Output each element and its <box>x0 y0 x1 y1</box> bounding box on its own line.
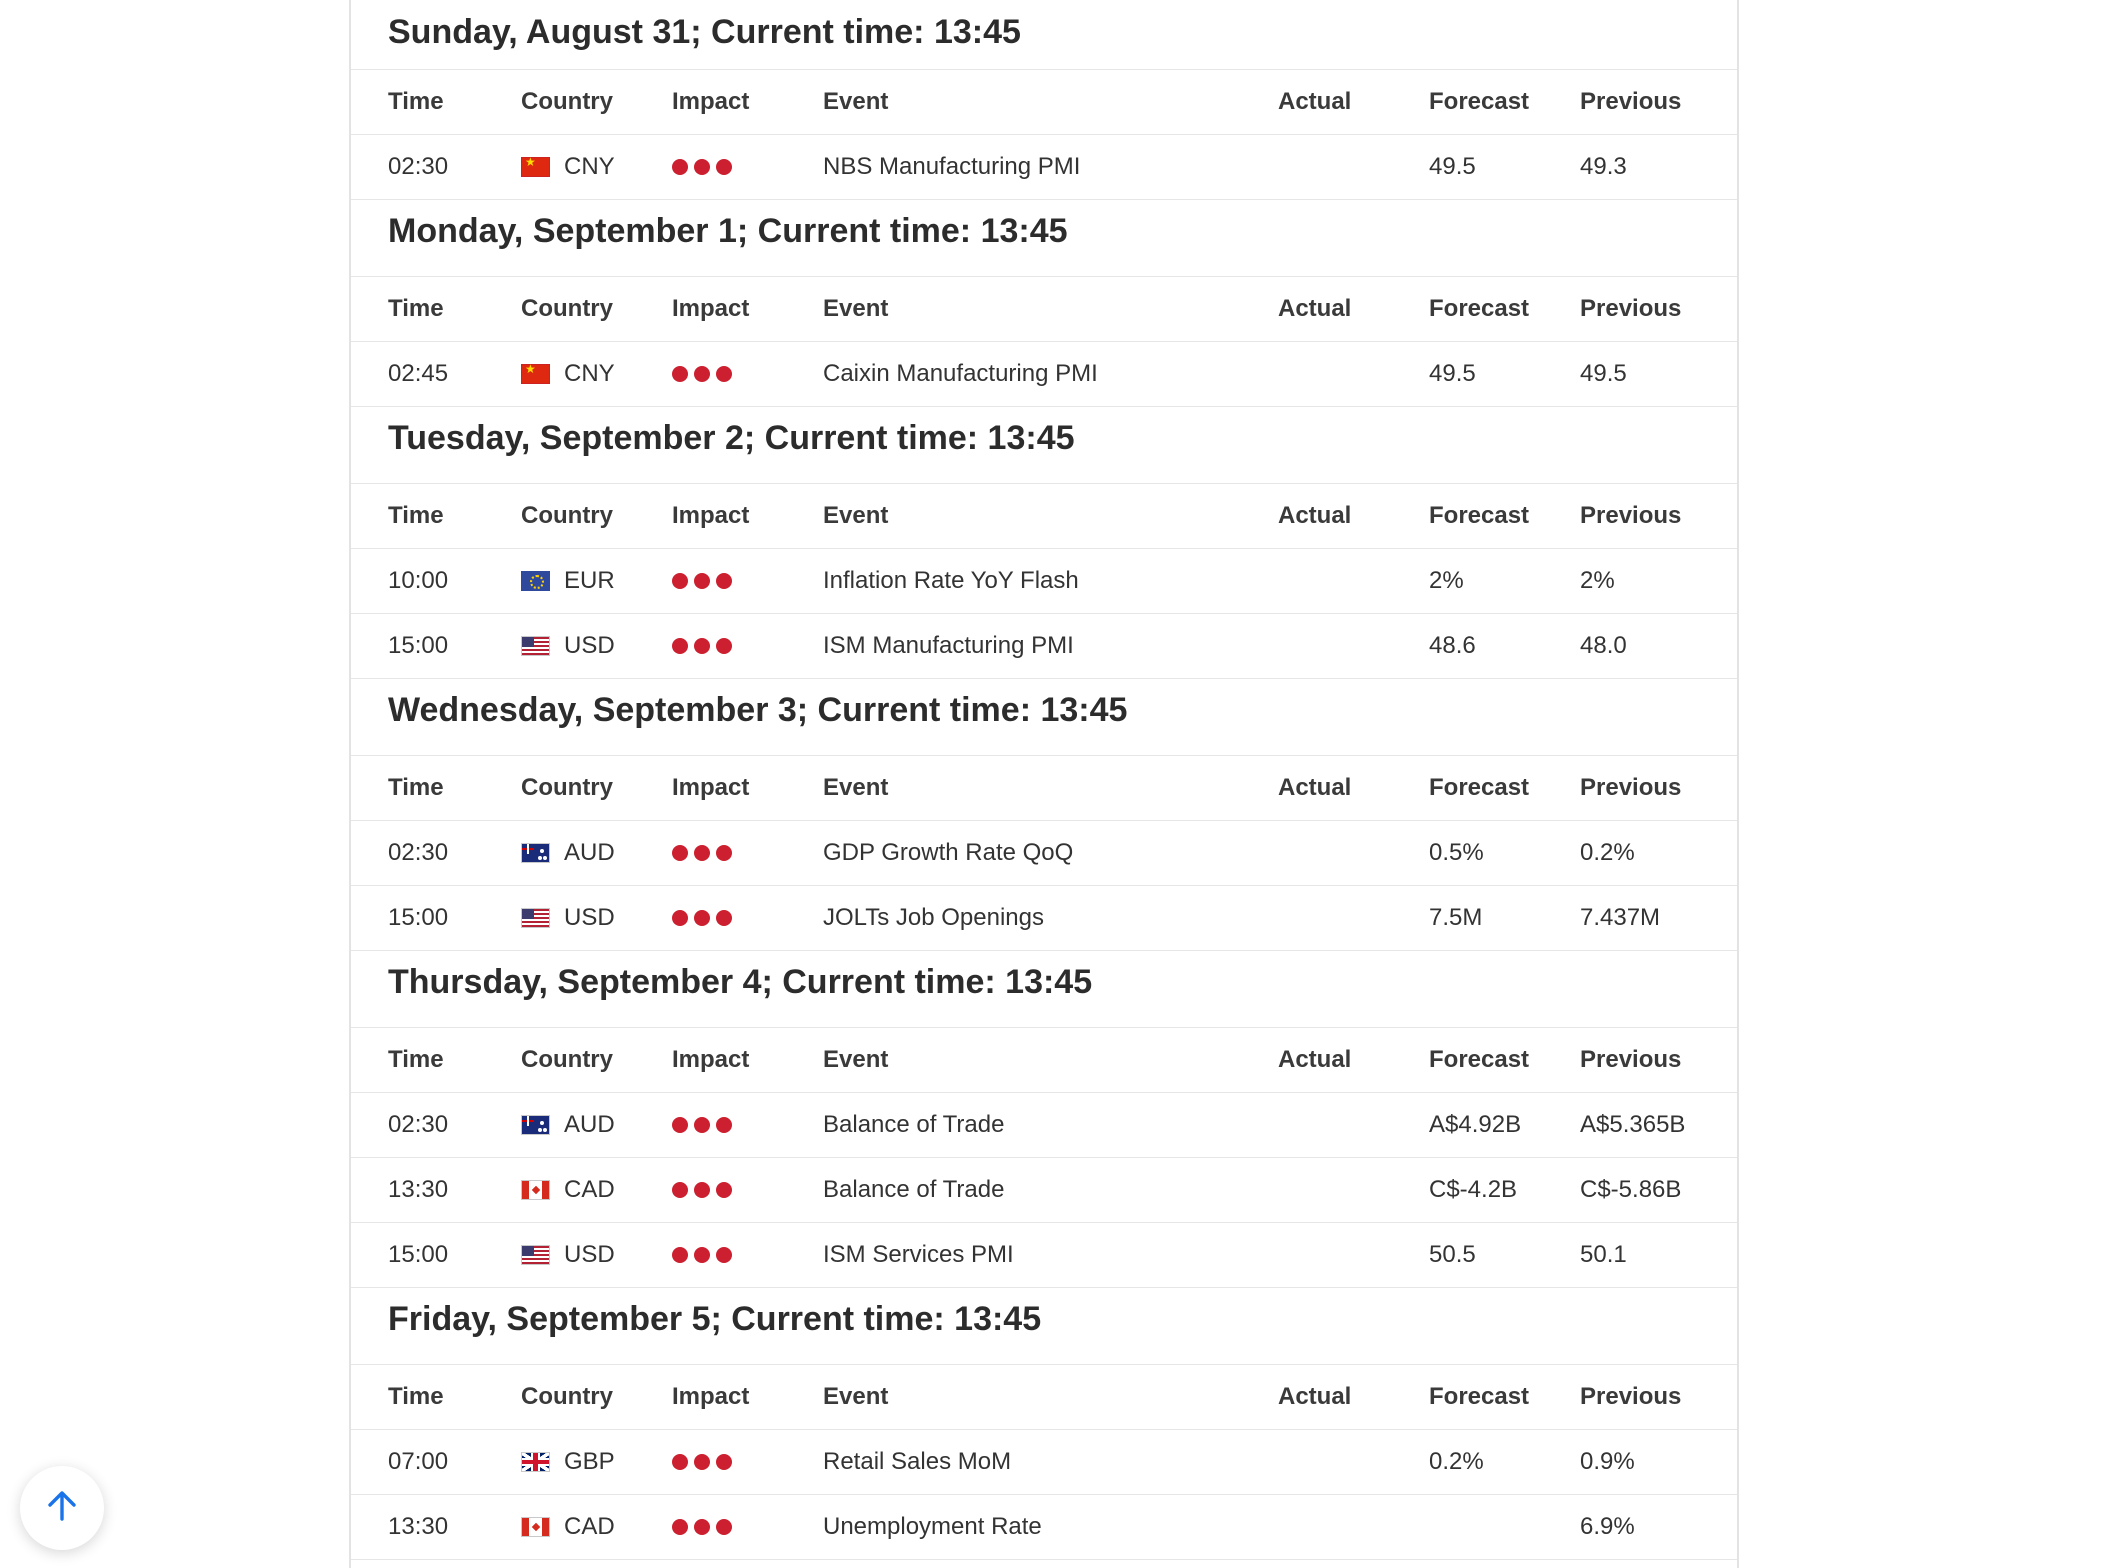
impact-dot-icon <box>694 573 710 589</box>
column-header-country: Country <box>521 1046 613 1073</box>
event-previous: 6.9% <box>1580 1513 1635 1540</box>
currency-code: USD <box>564 1241 615 1268</box>
column-header-forecast: Forecast <box>1429 1383 1530 1410</box>
event-time: 02:30 <box>388 153 449 180</box>
table-header-row <box>351 70 1737 135</box>
impact-dot-icon <box>694 1519 710 1535</box>
currency-code: CAD <box>564 1176 615 1203</box>
event-time: 02:30 <box>388 839 449 866</box>
impact-dot-icon <box>694 1117 710 1133</box>
event-name: ISM Services PMI <box>823 1241 1014 1268</box>
column-header-time: Time <box>388 774 444 801</box>
day-section <box>351 407 1737 679</box>
impact-dot-icon <box>672 638 688 654</box>
event-previous: A$5.365B <box>1580 1111 1686 1138</box>
event-name: Inflation Rate YoY Flash <box>823 567 1079 594</box>
event-country <box>521 1241 672 1269</box>
impact-dot-icon <box>672 159 688 175</box>
impact-indicator <box>672 638 823 654</box>
impact-dot-icon <box>672 910 688 926</box>
day-section <box>351 0 1737 200</box>
column-header-country: Country <box>521 774 613 801</box>
column-header-time: Time <box>388 88 444 115</box>
event-row[interactable] <box>351 1093 1737 1158</box>
currency-code: EUR <box>564 567 615 594</box>
impact-dot-icon <box>716 1454 732 1470</box>
day-heading: Tuesday, September 2; Current time: 13:45 <box>351 407 1737 484</box>
table-header-row <box>351 1028 1737 1093</box>
currency-code: USD <box>564 632 615 659</box>
impact-dot-icon <box>672 1247 688 1263</box>
table-header-row <box>351 277 1737 342</box>
day-heading: Sunday, August 31; Current time: 13:45 <box>351 0 1737 70</box>
event-name: GDP Growth Rate QoQ <box>823 839 1074 866</box>
column-header-impact: Impact <box>672 774 750 801</box>
event-forecast: C$-4.2B <box>1429 1176 1518 1203</box>
event-name: Retail Sales MoM <box>823 1448 1012 1475</box>
event-forecast: 2% <box>1429 567 1464 594</box>
impact-dot-icon <box>716 1117 732 1133</box>
column-header-actual: Actual <box>1278 295 1352 322</box>
event-row[interactable] <box>351 549 1737 614</box>
impact-dot-icon <box>716 910 732 926</box>
event-name: JOLTs Job Openings <box>823 904 1045 931</box>
event-country <box>521 904 672 932</box>
event-country <box>521 1176 672 1204</box>
column-header-time: Time <box>388 1383 444 1410</box>
event-row[interactable] <box>351 135 1737 200</box>
column-header-event: Event <box>823 1046 889 1073</box>
event-previous: 2% <box>1580 567 1615 594</box>
day-heading: Thursday, September 4; Current time: 13:45 <box>351 951 1737 1028</box>
event-row[interactable] <box>351 1158 1737 1223</box>
impact-dot-icon <box>716 638 732 654</box>
impact-indicator <box>672 1182 823 1198</box>
event-name: Caixin Manufacturing PMI <box>823 360 1098 387</box>
arrow-up-icon <box>45 1489 79 1528</box>
scroll-to-top-button[interactable] <box>20 1466 104 1550</box>
column-header-forecast: Forecast <box>1429 774 1530 801</box>
column-header-event: Event <box>823 88 889 115</box>
currency-code: AUD <box>564 839 615 866</box>
column-header-impact: Impact <box>672 502 750 529</box>
table-header-row <box>351 484 1737 549</box>
column-header-actual: Actual <box>1278 1383 1352 1410</box>
event-previous: 50.1 <box>1580 1241 1627 1268</box>
column-header-actual: Actual <box>1278 88 1352 115</box>
column-header-previous: Previous <box>1580 295 1682 322</box>
event-row[interactable] <box>351 342 1737 407</box>
column-header-time: Time <box>388 1046 444 1073</box>
event-time: 02:45 <box>388 360 449 387</box>
day-heading: Wednesday, September 3; Current time: 13:45 <box>351 679 1737 756</box>
event-forecast: 49.5 <box>1429 153 1476 180</box>
impact-indicator <box>672 1247 823 1263</box>
impact-dot-icon <box>694 366 710 382</box>
impact-dot-icon <box>672 1519 688 1535</box>
event-country <box>521 360 672 388</box>
currency-code: CNY <box>564 153 615 180</box>
impact-dot-icon <box>672 845 688 861</box>
impact-indicator <box>672 1117 823 1133</box>
flag-cn-icon <box>521 157 550 177</box>
day-heading: Monday, September 1; Current time: 13:45 <box>351 200 1737 277</box>
column-header-impact: Impact <box>672 88 750 115</box>
column-header-forecast: Forecast <box>1429 295 1530 322</box>
column-header-impact: Impact <box>672 1383 750 1410</box>
event-country <box>521 1111 672 1139</box>
impact-dot-icon <box>716 1182 732 1198</box>
day-section <box>351 679 1737 951</box>
day-section <box>351 1288 1737 1560</box>
column-header-forecast: Forecast <box>1429 1046 1530 1073</box>
event-row[interactable] <box>351 1223 1737 1288</box>
column-header-event: Event <box>823 295 889 322</box>
impact-indicator <box>672 910 823 926</box>
column-header-time: Time <box>388 295 444 322</box>
event-time: 10:00 <box>388 567 449 594</box>
currency-code: GBP <box>564 1448 615 1475</box>
impact-indicator <box>672 573 823 589</box>
event-previous: 49.5 <box>1580 360 1627 387</box>
event-country <box>521 567 672 595</box>
event-country <box>521 1448 672 1476</box>
flag-ca-icon <box>521 1180 550 1200</box>
table-header-row <box>351 756 1737 821</box>
impact-dot-icon <box>672 366 688 382</box>
day-section <box>351 951 1737 1288</box>
event-country <box>521 153 672 181</box>
impact-indicator <box>672 159 823 175</box>
impact-indicator <box>672 366 823 382</box>
flag-cn-icon <box>521 364 550 384</box>
impact-indicator <box>672 1519 823 1535</box>
column-header-impact: Impact <box>672 295 750 322</box>
event-row[interactable] <box>351 886 1737 951</box>
impact-dot-icon <box>716 1519 732 1535</box>
column-header-actual: Actual <box>1278 502 1352 529</box>
column-header-previous: Previous <box>1580 774 1682 801</box>
event-previous: 49.3 <box>1580 153 1627 180</box>
flag-eu-icon <box>521 571 550 591</box>
event-forecast: A$4.92B <box>1429 1111 1522 1138</box>
event-row[interactable] <box>351 614 1737 679</box>
column-header-previous: Previous <box>1580 88 1682 115</box>
event-country <box>521 1513 672 1541</box>
impact-indicator <box>672 1454 823 1470</box>
event-previous: 0.9% <box>1580 1448 1635 1475</box>
column-header-previous: Previous <box>1580 1383 1682 1410</box>
currency-code: AUD <box>564 1111 615 1138</box>
event-country <box>521 839 672 867</box>
event-time: 15:00 <box>388 904 449 931</box>
flag-us-icon <box>521 1245 550 1265</box>
event-row[interactable] <box>351 1430 1737 1495</box>
event-row[interactable] <box>351 821 1737 886</box>
flag-us-icon <box>521 636 550 656</box>
event-forecast: 0.5% <box>1429 839 1484 866</box>
event-previous: 7.437M <box>1580 904 1661 931</box>
event-previous: C$-5.86B <box>1580 1176 1682 1203</box>
impact-dot-icon <box>694 1182 710 1198</box>
impact-dot-icon <box>694 159 710 175</box>
economic-calendar <box>349 0 1739 1568</box>
event-previous: 48.0 <box>1580 632 1627 659</box>
event-forecast: 7.5M <box>1429 904 1483 931</box>
column-header-time: Time <box>388 502 444 529</box>
impact-dot-icon <box>716 159 732 175</box>
impact-dot-icon <box>672 1182 688 1198</box>
column-header-previous: Previous <box>1580 502 1682 529</box>
column-header-event: Event <box>823 774 889 801</box>
event-country <box>521 632 672 660</box>
table-header-row <box>351 1365 1737 1430</box>
column-header-country: Country <box>521 88 613 115</box>
event-name: ISM Manufacturing PMI <box>823 632 1074 659</box>
impact-dot-icon <box>694 845 710 861</box>
column-header-country: Country <box>521 1383 613 1410</box>
column-header-country: Country <box>521 295 613 322</box>
column-header-event: Event <box>823 502 889 529</box>
column-header-country: Country <box>521 502 613 529</box>
currency-code: USD <box>564 904 615 931</box>
event-time: 15:00 <box>388 1241 449 1268</box>
event-previous: 0.2% <box>1580 839 1635 866</box>
impact-dot-icon <box>716 573 732 589</box>
event-name: Balance of Trade <box>823 1111 1005 1138</box>
currency-code: CNY <box>564 360 615 387</box>
event-name: Unemployment Rate <box>823 1513 1042 1540</box>
day-heading: Friday, September 5; Current time: 13:45 <box>351 1288 1737 1365</box>
column-header-event: Event <box>823 1383 889 1410</box>
impact-dot-icon <box>694 1247 710 1263</box>
flag-ca-icon <box>521 1517 550 1537</box>
impact-dot-icon <box>716 366 732 382</box>
event-forecast: 48.6 <box>1429 632 1476 659</box>
column-header-forecast: Forecast <box>1429 88 1530 115</box>
column-header-impact: Impact <box>672 1046 750 1073</box>
impact-dot-icon <box>672 1117 688 1133</box>
column-header-forecast: Forecast <box>1429 502 1530 529</box>
flag-au-icon <box>521 1115 550 1135</box>
flag-gb-icon <box>521 1452 550 1472</box>
event-forecast: 50.5 <box>1429 1241 1476 1268</box>
impact-dot-icon <box>716 845 732 861</box>
event-time: 15:00 <box>388 632 449 659</box>
event-time: 02:30 <box>388 1111 449 1138</box>
event-forecast: 49.5 <box>1429 360 1476 387</box>
event-name: Balance of Trade <box>823 1176 1005 1203</box>
impact-dot-icon <box>672 573 688 589</box>
flag-us-icon <box>521 908 550 928</box>
impact-dot-icon <box>694 1454 710 1470</box>
column-header-actual: Actual <box>1278 774 1352 801</box>
event-row[interactable] <box>351 1495 1737 1560</box>
event-forecast: 0.2% <box>1429 1448 1484 1475</box>
impact-dot-icon <box>672 1454 688 1470</box>
impact-dot-icon <box>716 1247 732 1263</box>
column-header-actual: Actual <box>1278 1046 1352 1073</box>
impact-dot-icon <box>694 638 710 654</box>
column-header-previous: Previous <box>1580 1046 1682 1073</box>
day-section <box>351 200 1737 407</box>
event-time: 13:30 <box>388 1176 449 1203</box>
impact-indicator <box>672 845 823 861</box>
event-name: NBS Manufacturing PMI <box>823 153 1081 180</box>
flag-au-icon <box>521 843 550 863</box>
event-time: 13:30 <box>388 1513 449 1540</box>
currency-code: CAD <box>564 1513 615 1540</box>
impact-dot-icon <box>694 910 710 926</box>
event-time: 07:00 <box>388 1448 449 1475</box>
